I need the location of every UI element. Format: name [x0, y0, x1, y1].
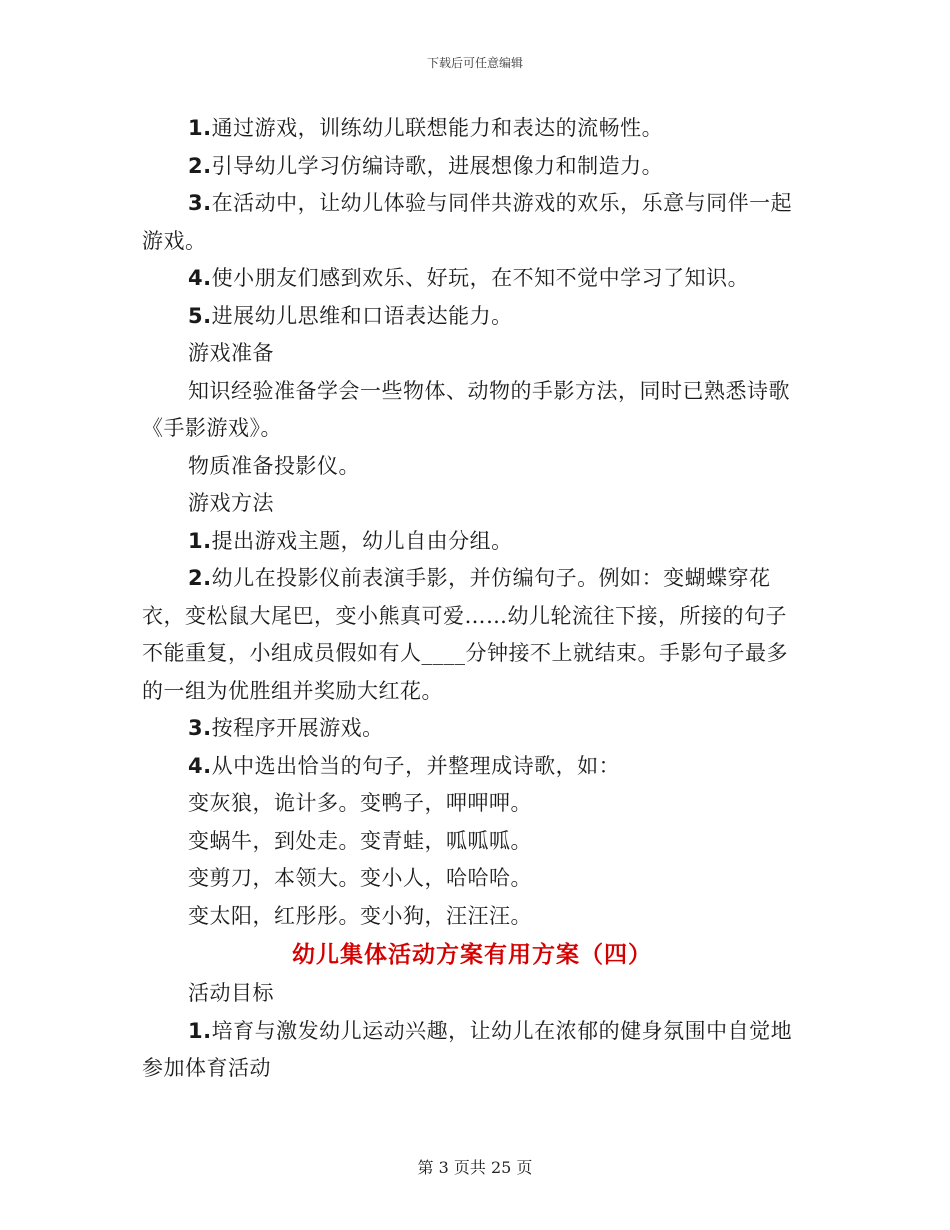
- item-number: 4.: [188, 753, 212, 778]
- item-number: 2.: [188, 153, 212, 178]
- section-label-goals: 活动目标: [188, 981, 274, 1005]
- item-number: 3.: [188, 191, 212, 215]
- item-text: 培育与激发幼儿运动兴趣，让幼儿在浓郁的健身氛围中自觉地参加体育活动: [142, 1018, 793, 1080]
- item-number: 1.: [188, 1018, 212, 1043]
- item-number: 1.: [188, 116, 212, 140]
- item-text: 提出游戏主题，幼儿自由分组。: [211, 528, 513, 553]
- poem-line-3: 变剪刀，本领大。变小人，哈哈哈。: [188, 866, 532, 890]
- method-item-3: [142, 710, 802, 748]
- item-text: 进展幼儿思维和口语表达能力。: [211, 303, 513, 328]
- item-text: 通过游戏，训练幼儿联想能力和表达的流畅性。: [211, 116, 664, 140]
- item-text: 使小朋友们感到欢乐、好玩，在不知不觉中学习了知识。: [211, 266, 750, 290]
- objective-item-3: [142, 185, 802, 260]
- method-item-4: [142, 748, 802, 786]
- item-number: 5.: [188, 303, 212, 328]
- item-text: 按程序开展游戏。: [211, 716, 384, 740]
- method-item-2: [142, 560, 802, 710]
- item-number: 4.: [188, 266, 212, 290]
- material-preparation-paragraph: 物质准备投影仪。: [188, 453, 360, 478]
- poem-line-4: 变太阳，红彤彤。变小狗，汪汪汪。: [188, 903, 532, 928]
- knowledge-preparation-paragraph: 知识经验准备学会一些物体、动物的手影方法，同时已熟悉诗歌《手影游戏》。: [142, 378, 790, 440]
- item-text: 幼儿在投影仪前表演手影，并仿编句子。例如：变蝴蝶穿花衣，变松鼠大尾巴，变小熊真可爱……幼儿轮流往下接，所接的句子不能重复，小组成员假如有人____分钟接不上就结束。手影句子最多的一组为优胜组并奖励大红花。: [142, 566, 788, 703]
- objective-item-5: [142, 298, 802, 336]
- section-heading: 幼儿集体活动方案有用方案（四）: [292, 941, 652, 968]
- item-text: 从中选出恰当的句子，并整理成诗歌，如：: [211, 753, 621, 778]
- poem-line-1: 变灰狼，诡计多。变鸭子，呷呷呷。: [188, 791, 532, 815]
- objective-item-2: [142, 148, 802, 186]
- poem-line-2: 变蜗牛，到处走。变青蛙，呱呱呱。: [188, 828, 532, 853]
- page-footer-number: 第 3 页共 25 页: [417, 1158, 533, 1177]
- objective-item-4: [142, 260, 802, 298]
- method-item-1: [142, 523, 802, 561]
- item-number: 1.: [188, 528, 212, 553]
- document-body: [142, 110, 802, 1088]
- item-text: 引导幼儿学习仿编诗歌，进展想像力和制造力。: [211, 153, 664, 178]
- section-label-method: 游戏方法: [188, 491, 274, 515]
- goal-item-1: [142, 1013, 802, 1088]
- section-label-preparation: 游戏准备: [188, 341, 274, 365]
- page-header-note: 下载后可任意编辑: [426, 56, 523, 70]
- objective-item-1: [142, 110, 802, 148]
- item-text: 在活动中，让幼儿体验与同伴共游戏的欢乐，乐意与同伴一起游戏。: [142, 191, 793, 253]
- item-number: 3.: [188, 716, 212, 740]
- item-number: 2.: [188, 566, 212, 590]
